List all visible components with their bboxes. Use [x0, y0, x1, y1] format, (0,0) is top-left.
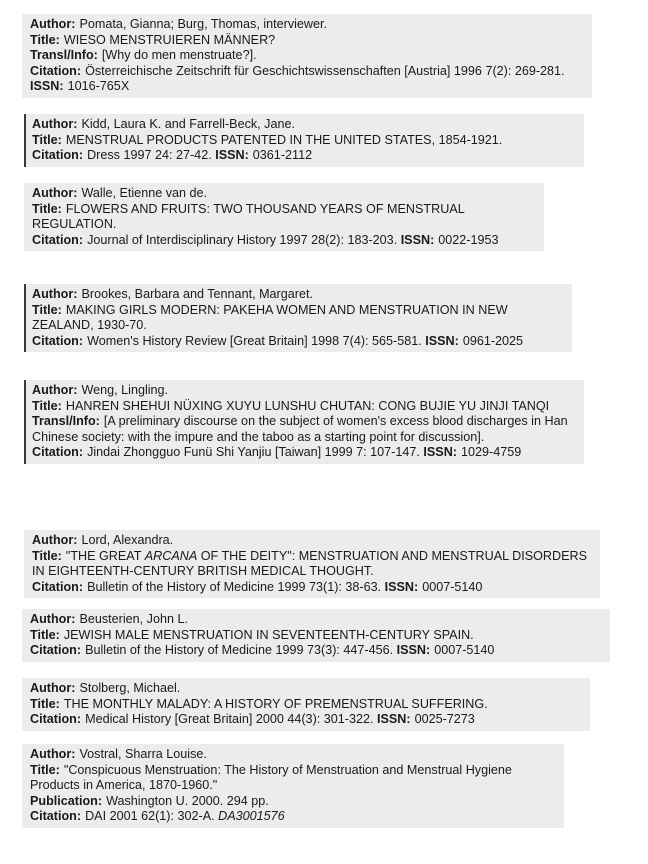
bibliography-entry	[24, 380, 584, 464]
author-value: Beusterien, John L.	[79, 612, 188, 626]
title-value-italic: ARCANA	[144, 548, 198, 563]
issn-value: 0025-7273	[414, 712, 475, 726]
title-value: MAKING GIRLS MODERN: PAKEHA WOMEN AND MENSTRUATION IN NEW ZEALAND, 1930-70.	[32, 302, 508, 332]
title-label: Title:	[32, 302, 62, 317]
author-label: Author:	[30, 612, 76, 626]
transl-value: [Why do men menstruate?].	[101, 48, 257, 62]
title-value: MENSTRUAL PRODUCTS PATENTED IN THE UNITED STATES, 1854-1921.	[65, 132, 503, 147]
author-label: Author:	[32, 287, 78, 301]
issn-label: ISSN:	[396, 643, 431, 657]
issn-label: ISSN:	[215, 148, 249, 162]
bibliography-entry	[24, 284, 572, 352]
citation-label: Citation:	[30, 643, 82, 657]
title-label: Title:	[30, 696, 60, 711]
citation-label: Citation:	[32, 232, 84, 247]
issn-value: 0361-2112	[252, 148, 313, 162]
publication-label: Publication:	[30, 793, 103, 808]
left-edge-line	[24, 114, 26, 167]
title-value: JEWISH MALE MENSTRUATION IN SEVENTEENTH-CENTURY SPAIN.	[63, 627, 474, 642]
bibliography-entry	[24, 183, 544, 251]
issn-label: ISSN:	[423, 445, 457, 459]
author-value: Walle, Etienne van de.	[81, 186, 208, 200]
citation-value: Women's History Review [Great Britain] 1998 7(4): 565-581.	[87, 333, 422, 348]
title-value-post: OF THE DEITY": MENSTRUATION AND MENSTRUAL DISORDERS IN EIGHTEENTH-CENTURY BRITISH MEDICAL THOUGHT.	[32, 548, 588, 578]
citation-value: Jindai Zhongguo Funü Shi Yanjiu [Taiwan] 1999 7: 107-147.	[87, 445, 420, 459]
bibliography-entry	[24, 530, 600, 598]
title-label: Title:	[32, 201, 62, 216]
title-label: Title:	[30, 627, 60, 642]
issn-value: 0007-5140	[422, 579, 483, 594]
author-value: Vostral, Sharra Louise.	[79, 747, 207, 761]
author-label: Author:	[30, 747, 76, 761]
issn-label: ISSN:	[376, 712, 411, 726]
citation-label: Citation:	[32, 148, 84, 162]
bibliography-entry	[22, 678, 590, 731]
title-value: "Conspicuous Menstruation: The History of Menstruation and Menstrual Hygiene Products in America, 1870-1960."	[30, 762, 512, 792]
issn-label: ISSN:	[425, 333, 459, 348]
transl-label: Transl/Info:	[32, 414, 100, 428]
author-value: Lord, Alexandra.	[81, 533, 174, 547]
issn-label: ISSN:	[30, 79, 64, 93]
citation-value: Journal of Interdisciplinary History 1997 28(2): 183-203.	[87, 232, 398, 247]
bibliography-entry	[22, 744, 564, 828]
issn-label: ISSN:	[400, 232, 435, 247]
citation-value: Bulletin of the History of Medicine 1999 73(3): 447-456.	[85, 643, 394, 657]
author-label: Author:	[32, 383, 78, 397]
title-value: FLOWERS AND FRUITS: TWO THOUSAND YEARS OF MENSTRUAL REGULATION.	[32, 201, 465, 231]
title-label: Title:	[32, 548, 62, 563]
left-edge-line	[24, 284, 26, 352]
title-label: Title:	[30, 762, 60, 777]
citation-label: Citation:	[32, 579, 84, 594]
title-value: THE MONTHLY MALADY: A HISTORY OF PREMENSTRUAL SUFFERING.	[63, 696, 488, 711]
citation-label: Citation:	[32, 333, 84, 348]
author-value: Weng, Lingling.	[81, 383, 169, 397]
author-value: Pomata, Gianna; Burg, Thomas, interviewer.	[79, 17, 328, 31]
citation-value: Medical History [Great Britain] 2000 44(3): 301-322.	[85, 712, 374, 726]
citation-label: Citation:	[32, 445, 84, 459]
issn-value: 0961-2025	[462, 333, 524, 348]
citation-label: Citation:	[30, 712, 82, 726]
citation-value: Bulletin of the History of Medicine 1999 73(1): 38-63.	[87, 579, 382, 594]
title-label: Title:	[32, 398, 62, 413]
issn-label: ISSN:	[384, 579, 419, 594]
title-label: Title:	[32, 132, 62, 147]
title-value: HANREN SHEHUI NÜXING XUYU LUNSHU CHUTAN: CONG BUJIE YU JINJI TANQI	[65, 398, 550, 413]
bibliography-entry	[22, 14, 592, 98]
issn-value: 0022-1953	[438, 232, 499, 247]
issn-value: 1016-765X	[67, 79, 130, 93]
issn-value: 0007-5140	[434, 643, 495, 657]
author-label: Author:	[30, 681, 76, 695]
citation-label: Citation:	[30, 809, 82, 823]
title-label: Title:	[30, 32, 60, 47]
title-value: WIESO MENSTRUIEREN MÄNNER?	[63, 32, 276, 47]
bibliography-entry	[22, 609, 610, 662]
publication-value: Washington U. 2000. 294 pp.	[106, 793, 269, 808]
transl-value: [A preliminary discourse on the subject of women's excess blood discharges in Han Chinese society: with the impure and the taboo as a starting point for discussion].	[32, 414, 568, 444]
title-value-pre: "THE GREAT	[65, 548, 145, 563]
author-label: Author:	[32, 533, 78, 547]
left-edge-line	[24, 380, 26, 464]
issn-value: 1029-4759	[460, 445, 522, 459]
citation-value: Dress 1997 24: 27-42.	[87, 148, 212, 162]
author-label: Author:	[32, 117, 78, 131]
author-label: Author:	[30, 17, 76, 31]
bibliography-entry	[24, 114, 584, 167]
transl-label: Transl/Info:	[30, 48, 98, 62]
dai-number: DA3001576	[218, 809, 285, 823]
author-label: Author:	[32, 186, 78, 200]
citation-value: Österreichische Zeitschrift für Geschichtswissenschaften [Austria] 1996 7(2): 269-281.	[85, 63, 565, 78]
citation-value: DAI 2001 62(1): 302-A.	[85, 809, 215, 823]
author-value: Stolberg, Michael.	[79, 681, 181, 695]
citation-label: Citation:	[30, 63, 82, 78]
author-value: Brookes, Barbara and Tennant, Margaret.	[81, 287, 313, 301]
author-value: Kidd, Laura K. and Farrell-Beck, Jane.	[81, 117, 295, 131]
